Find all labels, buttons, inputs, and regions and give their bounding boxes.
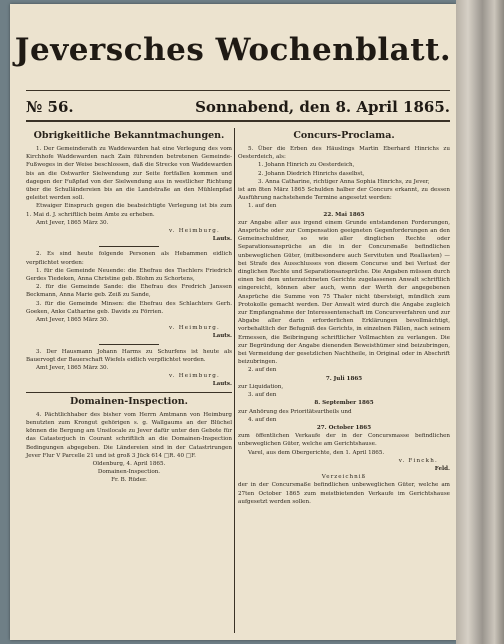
concurs-clerk: Feld. (434, 465, 450, 472)
term-4-label: 4. auf den (248, 416, 277, 423)
section-heading-concurs: Concurs-Proclama. (293, 130, 395, 141)
notice-1-signature: v. Heimburg. (169, 228, 220, 235)
concurs-place-date: Varel, aus dem Obergerichte, den 1. April 1865. (248, 449, 385, 456)
term-2-date: 7. Juli 1865 (325, 375, 363, 382)
heirs-list (238, 161, 450, 186)
notice-4-authority: Domainen-Inspection. (97, 469, 161, 476)
notice-3-clerk: Lauts. (212, 381, 232, 388)
verzeichnis-heading: Verzeichniß (321, 474, 367, 481)
concurs-signature: v. Finckh. (398, 457, 438, 464)
concurs-body: ist am 8ten März 1865 Schulden halber der Concurs erkannt, zu dessen Ausführung nachstehende Termine angesetzt werden: (238, 187, 450, 202)
notice-1-objection: Etwaiger Einspruch gegen die beabsichtigte Verlegung ist bis zum 1. Mai d. J. schriftlich beim Amte zu erheben. (26, 203, 232, 218)
heir-item: 1. Johann Hinrich zu Oesterdeich, (258, 162, 355, 169)
term-1-text: zur Angabe aller aus irgend einem Grunde entstandenen Forderungen, Ansprüche oder zur Compensation geeigneten Gegenforderungen an den Gemeinschuldner, so wie aller dinglichen Rechte oder Separationsansprüche an die in der Concursmaße befindlichen unbeweglichen Güter, (mitbesondere auch Servituten und Reallasten) — bei Strafe des Ausschlusses von diesem Concurse und bei Verlust der dinglichen Rechte und Separationsansprüche. Die Angaben müssen durch einen bei dem unterzeichneten Gerichte zugelassenen Anwalt schriftlich eingereicht, können aber auch, wenn der Werth der angegebenen Ansprüche die Summe von 75 Thaler nicht übersteigt, mündlich zum Protokolle gemacht werden. Der Anwalt wird durch die Angabe zugleich zur Empfangnahme der Interessentenschaft im Concursverfahren und zur Abgabe aller darin erforderlichen Erklärungen bevollmächtigt, vorbehaltlich der Befugniß des Gerichts, in einzelnen Fällen, nach seinem Ermessen, die Beibringung schriftlicher Vollmachten zu verlangen. Die zur Begründung der Angabe dienenden Beweisthümer sind beizubringen, bei Vermeidung der gesetzlichen Nachtheile, in Original oder in Abschrift beizubringen. (238, 219, 450, 366)
left-column (26, 130, 232, 485)
term-2-purpose: zur Liquidation, (238, 383, 284, 390)
newspaper-page (10, 4, 456, 640)
separator (99, 246, 159, 247)
section-heading-domain: Domainen-Inspection. (70, 395, 188, 407)
separator (99, 344, 159, 345)
notice-3: 3. Der Hausmann Johann Harms zu Schurfens ist heute als Bauervogt der Bauerschaft Wiefels eidlich verpflichtet worden. (26, 348, 232, 363)
heir-item: 3. Anna Catharine, richtiger Anna Sophia Hinrichs, zu Jever, (258, 178, 430, 185)
term-4-date: 27. October 1865 (316, 424, 372, 431)
notice-1-date: Amt Jever, 1865 März 30. (36, 219, 109, 226)
notice-4-date: Oldenburg, 4. April 1865. (92, 460, 166, 467)
term-4-purpose: zum öffentlichen Verkaufe der in der Concursmasse befindlichen unbeweglichen Güter, welche am Gerichtshause. (238, 433, 450, 448)
term-3-date: 8. September 1865 (314, 400, 374, 407)
term-3-purpose: zur Anhörung des Prioritätsurtheils und (238, 408, 352, 415)
issue-rule (26, 120, 450, 122)
notice-2-date: Amt Jever, 1865 März 30. (36, 317, 109, 324)
notice-2-item: 1. für die Gemeinde Neuende: die Ehefrau des Tischlers Friedrich Gerdes Tiedeken, Anna Christine geb. Blohm zu Schortens, (26, 267, 232, 283)
concurs-intro: 5. Über die Erben des Häuslings Martin Eberhard Hinrichs zu Oesterdeich, als: (238, 146, 450, 161)
column-divider (234, 128, 235, 633)
masthead-rule (26, 90, 450, 91)
issue-date: Sonnabend, den 8. April 1865. (195, 98, 450, 116)
section-rule (26, 392, 232, 393)
notice-2-signature: v. Heimburg. (169, 325, 220, 332)
verzeichnis-text: der in der Concursmaße befindlichen unbeweglichen Güter, welche am 27ten October 1865 zum meistbietenden Verkaufe im Gerichtshause aufgesetzt werden sollen. (238, 482, 450, 505)
right-column (238, 130, 450, 506)
notice-2-item: 2. für die Gemeinde Sande: die Ehefrau des Fredrich Janssen Beckmann, Anna Marie geb. Zeiß zu Sande, (26, 284, 232, 299)
notice-3-signature: v. Heimburg. (169, 373, 220, 380)
notice-4: 4. Pächtlichhaber des bisher vom Herrn Amtmann von Heimburg benutzten zum Krongut gehörigen s. g. Wallgaums an der Blüchel können die Bergung am Unsilocale zu Jever dafür unter den Gebote für das Catasterjuch in Courant schriftlich an die Domainen-Inspection Bedingungen abgegeben. Die Ländereien sind in der Catastrirungen Jever Flur V Parcelle 21 und ist groß 3 Jück 614 □R. 40 □F. (26, 411, 232, 459)
notice-3-date: Amt Jever, 1865 März 30. (36, 365, 109, 372)
issue-line (26, 98, 450, 116)
notice-2: 2. Es sind heute folgende Personen als Hebammen eidlich verpflichtet worden: (26, 251, 232, 266)
notice-1-clerk: Lauts. (212, 236, 232, 243)
notice-2-item: 3. für die Gemeinde Minsen: die Ehefrau des Schlachters Gerh. Goeken, Anke Catharine geb. Davids zu Förrien. (26, 300, 232, 315)
book-binding-edge (456, 0, 504, 644)
section-heading-official: Obrigkeitliche Bekanntmachungen. (33, 130, 225, 141)
masthead-title: Jeversches Wochenblatt. (14, 32, 452, 68)
term-1-date: 22. Mai 1865 (323, 211, 365, 218)
term-3-label: 3. auf den (248, 392, 277, 399)
issue-number: № 56. (26, 98, 74, 116)
notice-4-signature: Fr. B. Rüder. (111, 477, 147, 484)
term-1-label: 1. auf den (248, 203, 277, 210)
notice-2-clerk: Lauts. (212, 333, 232, 340)
heir-item: 2. Johann Diedrich Hinrichs daselbst, (258, 170, 365, 177)
term-2-label: 2. auf den (248, 367, 277, 374)
notice-1: 1. Der Gemeinderath zu Waddewarden hat eine Verlegung des vom Kirchhofe Waddewarden nach Zain führenden betretenen Gemeinde-Fußweges in der Weise beschlossen, daß die Strecke von Waddewarden bis an die Ostwarfer Sielwendung zur Seite fortfallen kommen und dagegen der Fußpfad von der Sielwendung aus in westlicher Richtung über die Schulländereien bis an die Landstraße an den Mühlenpfad geleitet werden soll. (26, 146, 232, 202)
